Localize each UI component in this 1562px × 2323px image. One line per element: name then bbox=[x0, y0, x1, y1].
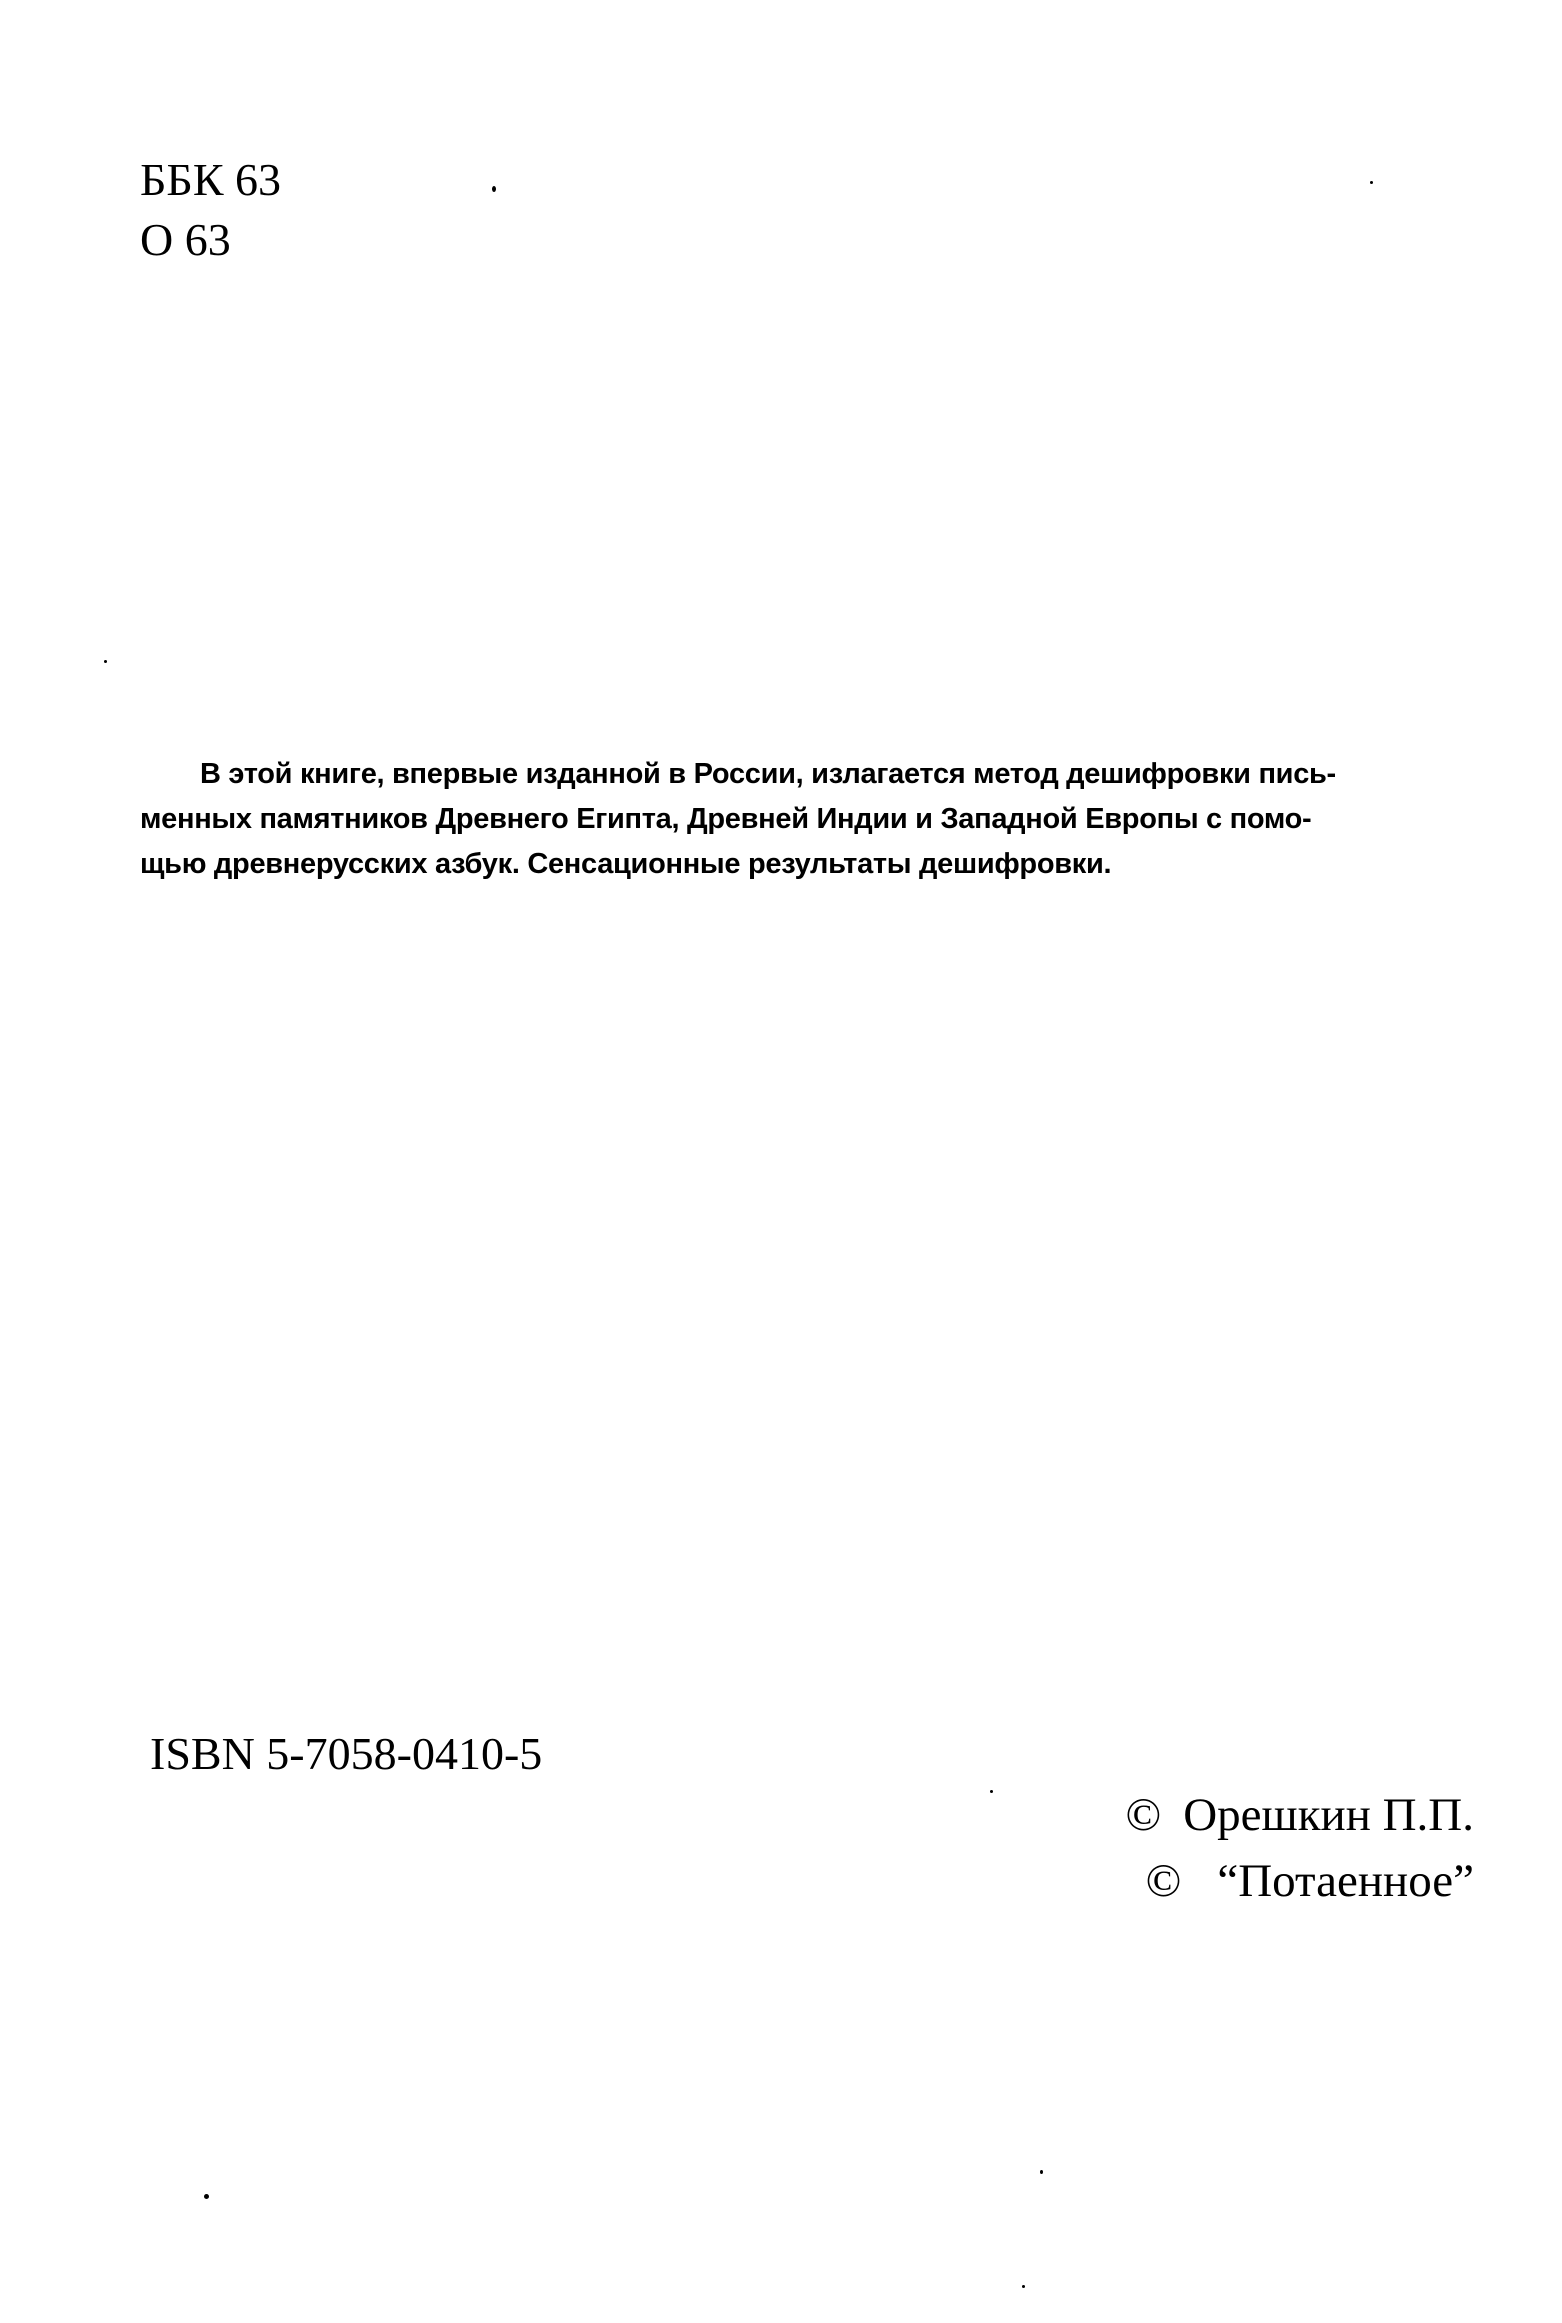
annotation-line: менных памятников Древнего Египта, Древней Индии и Западной Европы с помо- bbox=[140, 803, 1312, 835]
annotation-line: щью древнерусских азбук. Сенсационные результаты дешифровки. bbox=[140, 848, 1112, 880]
annotation-line: В этой книге, впервые изданной в России, излагается метод дешифровки пись- bbox=[200, 758, 1336, 790]
copyright-sign: © bbox=[1125, 1789, 1162, 1841]
scan-speck bbox=[1040, 2170, 1043, 2174]
scan-speck bbox=[1370, 181, 1373, 184]
isbn-number: ISBN 5-7058-0410-5 bbox=[150, 1728, 543, 1779]
scan-speck bbox=[104, 660, 107, 663]
copyright-line bbox=[1126, 1782, 1475, 1848]
copyright-sign: © bbox=[1145, 1855, 1182, 1907]
classification-block bbox=[140, 150, 281, 270]
copyright-holder-publisher: “Потаенное” bbox=[1217, 1855, 1474, 1907]
scan-speck bbox=[204, 2194, 209, 2199]
scan-speck bbox=[990, 1790, 993, 1793]
annotation-paragraph bbox=[140, 752, 1470, 887]
scan-speck bbox=[492, 186, 496, 192]
copyright-holder-author: Орешкин П.П. bbox=[1183, 1789, 1474, 1841]
copyright-block bbox=[1126, 1782, 1475, 1914]
author-mark: О 63 bbox=[140, 214, 231, 265]
bbk-index: ББК 63 bbox=[140, 154, 282, 205]
copyright-line bbox=[1126, 1848, 1475, 1914]
scan-speck bbox=[1022, 2285, 1025, 2288]
